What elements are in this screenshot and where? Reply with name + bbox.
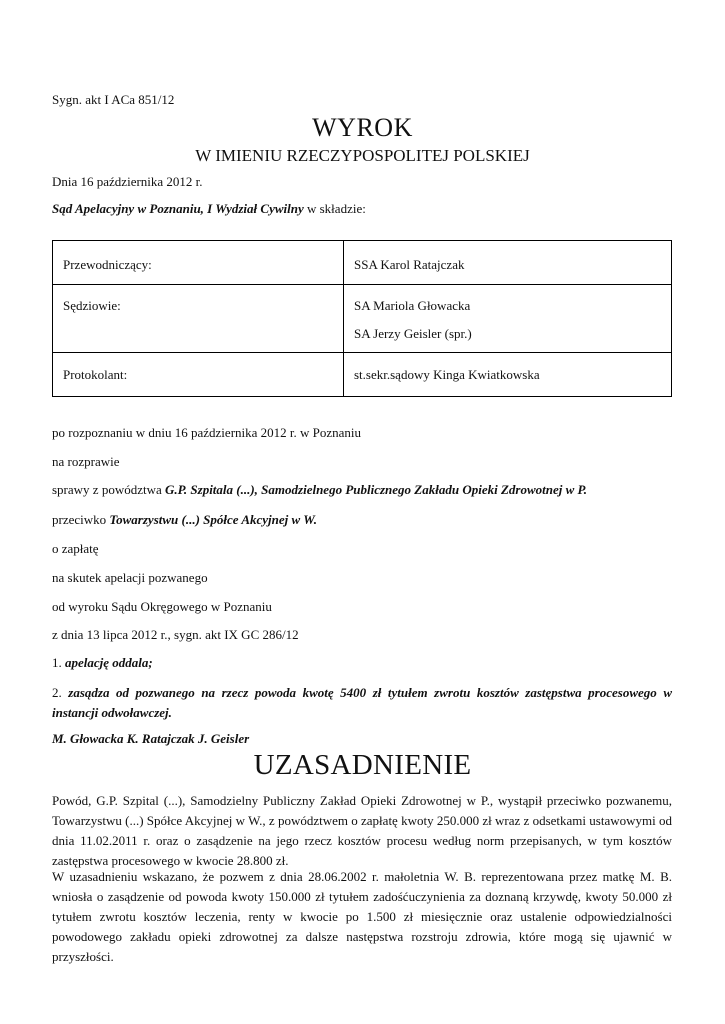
justification-paragraph-2: W uzasadnieniu wskazano, że pozwem z dnia 28.06.2002 r. małoletnia W. B. reprezentowana przez matkę M. B. wniosła o zasądzenie od powoda kwoty 150.000 zł tytułem zadośćuczynienia za doznaną krzywdę, kwoty 50.000 zł tytułem zwrotu kosztów leczenia, renty w kwocie po 1.500 zł miesięcznie oraz ustalenie odpowiedzialności powodowego zakładu opieki zdrowotnej za dalsze następstwa rozstroju zdrowia, które mogą się ujawnić w przyszłości.	[52, 869, 672, 964]
hearing-type: na rozprawie	[52, 454, 120, 469]
table-row	[53, 241, 672, 285]
appeal-line: na skutek apelacji pozwanego	[52, 570, 208, 585]
clerk-value: st.sekr.sądowy Kinga Kwiatkowska	[344, 353, 672, 397]
justification-heading: UZASADNIENIE	[253, 749, 472, 781]
court-composition-table	[52, 240, 672, 397]
justification-paragraph-1: Powód, G.P. Szpital (...), Samodzielny Publiczny Zakład Opieki Zdrowotnej w P., wystąpił przeciwko pozwanemu, Towarzystwu (...) Spółce Akcyjnej w W., z powództwem o zapłatę kwoty 250.000 zł wraz z odsetkami ustawowymi od dnia 11.02.2011 r. oraz o zasądzenie na jego rzecz kosztów procesu według norm przepisanych, w tym kosztów zastępstwa procesowego w kwocie 28.800 zł.	[52, 793, 672, 868]
defendant-line	[52, 512, 317, 528]
defendant-name: Towarzystwu (...) Spółce Akcyjnej w W.	[109, 512, 318, 527]
ruling-point-2	[52, 683, 672, 723]
judgment-date: Dnia 16 października 2012 r.	[52, 174, 203, 189]
judges-label: Sędziowie:	[53, 285, 344, 353]
plaintiff-line	[52, 482, 587, 498]
judges-cell	[344, 285, 672, 353]
table-row	[53, 285, 672, 353]
clerk-label: Protokolant:	[53, 353, 344, 397]
subject-line: o zapłatę	[52, 541, 99, 556]
document-subtitle: W IMIENIU RZECZYPOSPOLITEJ POLSKIEJ	[195, 146, 530, 165]
hearing-line: po rozpoznaniu w dniu 16 października 2012 r. w Poznaniu	[52, 425, 362, 440]
ruling-point-1-number: 1.	[52, 655, 65, 670]
judge-name: SA Mariola Głowacka	[354, 298, 471, 313]
court-name: Sąd Apelacyjny w Poznaniu, I Wydział Cywilny	[52, 201, 304, 216]
judge-signatures: M. Głowacka K. Ratajczak J. Geisler	[52, 731, 250, 746]
case-signature: Sygn. akt I ACa 851/12	[52, 92, 175, 107]
lower-court-line: od wyroku Sądu Okręgowego w Poznaniu	[52, 599, 272, 614]
chair-value: SSA Karol Ratajczak	[344, 241, 672, 285]
plaintiff-name: G.P. Szpitala (...), Samodzielnego Publicznego Zakładu Opieki Zdrowotnej w P.	[165, 482, 588, 497]
defendant-prefix: przeciwko	[52, 512, 110, 527]
chair-label: Przewodniczący:	[53, 241, 344, 285]
ruling-point-2-number: 2.	[52, 685, 69, 700]
ruling-point-1-text: apelację oddala;	[65, 655, 153, 670]
plaintiff-prefix: sprawy z powództwa	[52, 482, 165, 497]
court-line	[52, 201, 366, 217]
table-row	[53, 353, 672, 397]
judge-name: SA Jerzy Geisler (spr.)	[354, 326, 472, 341]
ruling-point-2-text: zasądza od pozwanego na rzecz powoda kwotę 5400 zł tytułem zwrotu kosztów zastępstwa procesowego w instancji odwoławczej.	[52, 685, 672, 720]
court-suffix: w składzie:	[303, 201, 366, 216]
ruling-point-1	[52, 655, 153, 671]
document-title: WYROK	[312, 113, 413, 142]
lower-judgment-line: z dnia 13 lipca 2012 r., sygn. akt IX GC 286/12	[52, 627, 299, 642]
